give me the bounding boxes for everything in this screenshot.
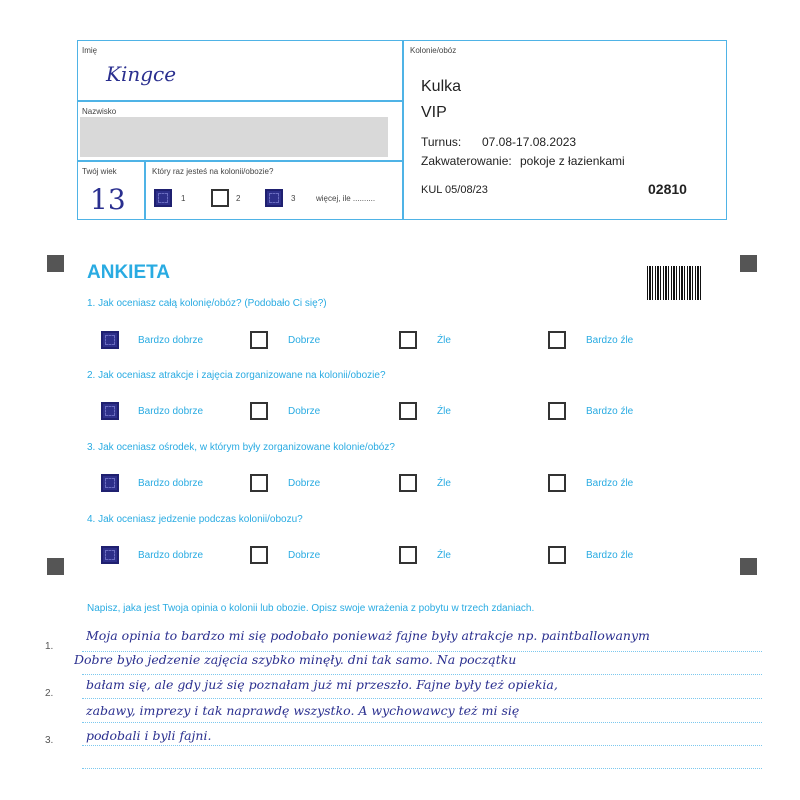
q3-zle-checkbox[interactable] (399, 474, 417, 492)
ktory-option-1: 1 (181, 194, 186, 203)
ktory-option-more: więcej, ile .......... (316, 194, 376, 203)
writing-line-6 (82, 768, 762, 769)
handwriting-line-5[interactable]: podobali i byli fajni. (86, 728, 212, 743)
handwriting-line-1[interactable]: Moja opinia to bardzo mi się podobało ponieważ fajne były atrakcje np. paintballowanym (86, 628, 650, 643)
ktory-option-2: 2 (236, 194, 241, 203)
ktory-checkbox-3[interactable] (265, 189, 283, 207)
q1-option-zle: Źle (437, 335, 451, 346)
line-number-2: 2. (45, 688, 54, 699)
q4-option-bardzo-dobrze: Bardzo dobrze (138, 550, 204, 561)
kolonie-label: Kolonie/obóz (410, 46, 457, 55)
q2-bardzo-zle-checkbox[interactable] (548, 402, 566, 420)
handwriting-line-3[interactable]: bałam się, ale gdy już się poznałam już mi przeszło. Fajne były też opiekia, (86, 677, 558, 692)
q1-bardzo-zle-checkbox[interactable] (548, 331, 566, 349)
kul-code: KUL 05/08/23 (421, 184, 488, 196)
q3-bardzo-dobrze-checkbox[interactable] (101, 474, 119, 492)
q3-bardzo-zle-checkbox[interactable] (548, 474, 566, 492)
wiek-label: Twój wiek (82, 167, 117, 176)
q1-option-bardzo-zle: Bardzo źle (586, 335, 634, 346)
survey-title: ANKIETA (87, 262, 171, 283)
q4-zle-checkbox[interactable] (399, 546, 417, 564)
q2-bardzo-dobrze-checkbox[interactable] (101, 402, 119, 420)
ktory-label: Który raz jesteś na kolonii/obozie? (152, 167, 274, 176)
q4-option-zle: Źle (437, 550, 451, 561)
line-number-1: 1. (45, 641, 54, 652)
registration-marker-bottom-right (740, 558, 757, 575)
ktory-checkbox-2[interactable] (211, 189, 229, 207)
turnus-label: Turnus: (421, 135, 462, 149)
writing-line-2 (82, 674, 762, 675)
q1-dobrze-checkbox[interactable] (250, 331, 268, 349)
registration-marker-top-right (740, 255, 757, 272)
writing-line-5 (82, 745, 762, 746)
nazwisko-label: Nazwisko (82, 107, 117, 116)
q2-option-bardzo-dobrze: Bardzo dobrze (138, 406, 204, 417)
ktory-checkbox-1[interactable] (154, 189, 172, 207)
registration-marker-bottom-left (47, 558, 64, 575)
q3-option-dobrze: Dobrze (288, 478, 321, 489)
q4-bardzo-dobrze-checkbox[interactable] (101, 546, 119, 564)
imie-label: Imię (82, 46, 98, 55)
header-divider-1 (77, 100, 403, 102)
zakw-label: Zakwaterowanie: (421, 154, 512, 168)
question-3: 3. Jak oceniasz ośrodek, w którym były zorganizowane kolonie/obóz? (87, 442, 395, 453)
q4-option-bardzo-zle: Bardzo źle (586, 550, 634, 561)
q3-option-bardzo-zle: Bardzo źle (586, 478, 634, 489)
camp-name: Kulka (421, 78, 462, 95)
imie-value[interactable]: Kingce (106, 62, 177, 86)
q1-option-dobrze: Dobrze (288, 335, 321, 346)
q4-bardzo-zle-checkbox[interactable] (548, 546, 566, 564)
zakw-value: pokoje z łazienkami (520, 154, 625, 168)
writing-line-4 (82, 722, 762, 723)
writing-line-3 (82, 698, 762, 699)
q4-dobrze-checkbox[interactable] (250, 546, 268, 564)
camp-type: VIP (421, 104, 447, 121)
header-divider-age (144, 160, 146, 220)
q3-option-zle: Źle (437, 478, 451, 489)
q1-zle-checkbox[interactable] (399, 331, 417, 349)
registration-marker-top-left (47, 255, 64, 272)
nazwisko-redacted (80, 117, 388, 157)
handwriting-line-4[interactable]: zabawy, imprezy i tak naprawdę wszystko. A wychowawcy też mi się (86, 703, 520, 718)
question-4: 4. Jak oceniasz jedzenie podczas kolonii/obozu? (87, 514, 303, 525)
q2-option-bardzo-zle: Bardzo źle (586, 406, 634, 417)
q2-option-dobrze: Dobrze (288, 406, 321, 417)
turnus-value: 07.08-17.08.2023 (482, 135, 577, 149)
wiek-value[interactable]: 13 (90, 183, 126, 216)
q1-bardzo-dobrze-checkbox[interactable] (101, 331, 119, 349)
question-2: 2. Jak oceniasz atrakcje i zajęcia zorganizowane na kolonii/obozie? (87, 370, 386, 381)
q3-dobrze-checkbox[interactable] (250, 474, 268, 492)
q2-dobrze-checkbox[interactable] (250, 402, 268, 420)
q3-option-bardzo-dobrze: Bardzo dobrze (138, 478, 204, 489)
q4-option-dobrze: Dobrze (288, 550, 321, 561)
header-divider-2 (77, 160, 403, 162)
handwriting-line-2[interactable]: Dobre było jedzenie zajęcia szybko minęły. dni tak samo. Na początku (74, 652, 517, 667)
question-1: 1. Jak oceniasz całą kolonię/obóz? (Podobało Ci się?) (87, 298, 327, 309)
q2-option-zle: Źle (437, 406, 451, 417)
q1-option-bardzo-dobrze: Bardzo dobrze (138, 335, 204, 346)
opinion-prompt: Napisz, jaka jest Twoja opinia o kolonii lub obozie. Opisz swoje wrażenia z pobytu w trzech zdaniach. (87, 603, 535, 614)
form-number: 02810 (648, 181, 687, 197)
ktory-option-3: 3 (291, 194, 296, 203)
line-number-3: 3. (45, 735, 54, 746)
header-divider-vertical (402, 40, 404, 220)
q2-zle-checkbox[interactable] (399, 402, 417, 420)
barcode (647, 266, 701, 300)
